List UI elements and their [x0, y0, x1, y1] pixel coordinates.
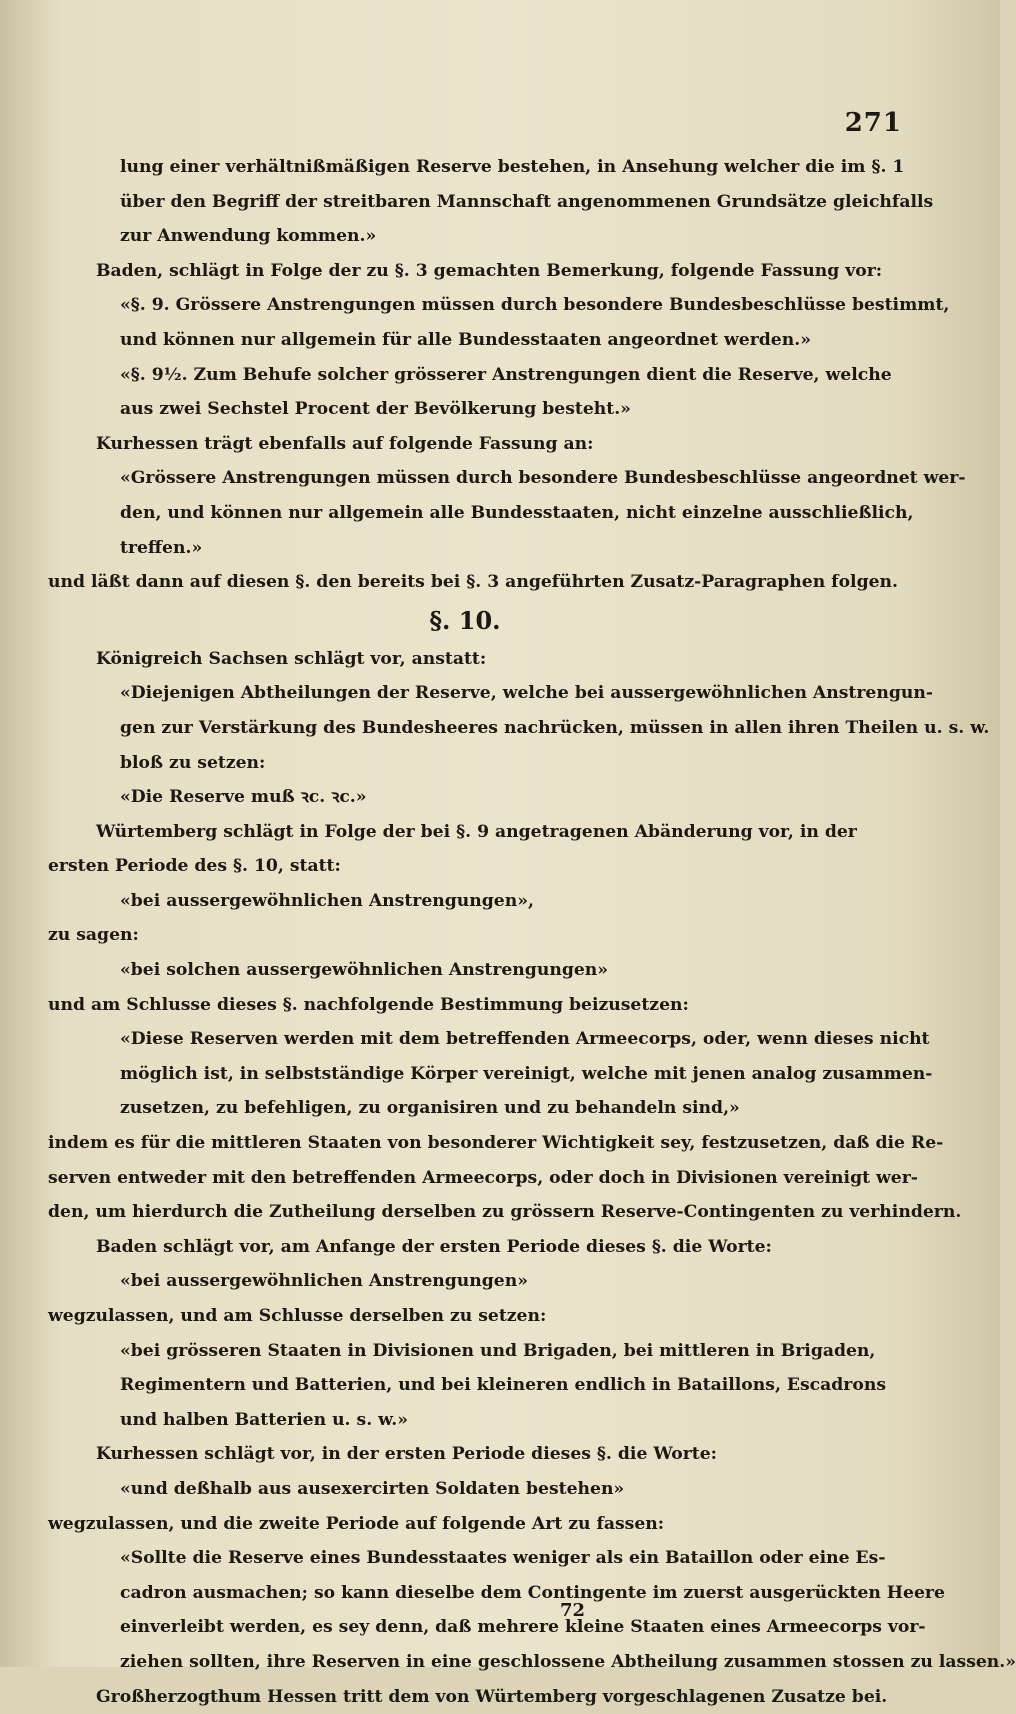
body-text: [48, 150, 1016, 1714]
text-line: und halben Batterien u. s. w.»: [120, 1409, 408, 1430]
text-line: serven entweder mit den betreffenden Armeecorps, oder doch in Divisionen vereinigt wer-: [48, 1167, 918, 1188]
text-line: «Sollte die Reserve eines Bundesstaates weniger als ein Bataillon oder eine Es-: [120, 1548, 886, 1569]
text-line: «und deßhalb aus ausexercirten Soldaten bestehen»: [120, 1478, 625, 1499]
text-line: lung einer verhältnißmäßigen Reserve bestehen, in Ansehung welcher die im §. 1: [120, 157, 905, 177]
text-line: wegzulassen, und am Schlusse derselben zu setzen:: [48, 1306, 547, 1326]
text-line: Regimentern und Batterien, und bei kleineren endlich in Bataillons, Escadrons: [120, 1375, 886, 1396]
text-line: «§. 9. Grössere Anstrengungen müssen durch besondere Bundesbeschlüsse bestimmt,: [120, 295, 950, 316]
section-heading: §. 10.: [429, 605, 501, 635]
page-number: 271: [844, 108, 902, 138]
text-line: Großherzogthum Hessen tritt dem von Würtemberg vorgeschlagenen Zusatze bei.: [96, 1686, 888, 1707]
text-line: Königreich Sachsen schlägt vor, anstatt:: [96, 648, 487, 669]
text-line: über den Begriff der streitbaren Mannschaft angenommenen Grundsätze gleichfalls: [120, 191, 934, 212]
text-line: «Diejenigen Abtheilungen der Reserve, welche bei aussergewöhnlichen Anstrengun-: [120, 683, 933, 704]
text-line: «bei solchen aussergewöhnlichen Anstrengungen»: [120, 960, 609, 981]
text-line: zu sagen:: [48, 925, 139, 946]
text-line: einverleibt werden, es sey denn, daß mehrere kleine Staaten eines Armeecorps vor-: [120, 1617, 926, 1638]
text-line: «bei aussergewöhnlichen Anstrengungen»,: [120, 890, 534, 911]
text-line: Kurhessen trägt ebenfalls auf folgende Fassung an:: [96, 433, 594, 454]
text-line: Baden, schlägt in Folge der zu §. 3 gemachten Bemerkung, folgende Fassung vor:: [96, 260, 883, 281]
text-line: wegzulassen, und die zweite Periode auf folgende Art zu fassen:: [48, 1513, 665, 1534]
text-line: «Die Reserve muß ꝛc. ꝛc.»: [120, 787, 367, 808]
text-line: gen zur Verstärkung des Bundesheeres nachrücken, müssen in allen ihren Theilen u. s. w.: [120, 717, 990, 738]
text-line: Baden schlägt vor, am Anfange der ersten Periode dieses §. die Worte:: [96, 1236, 772, 1257]
text-line: und können nur allgemein für alle Bundesstaaten angeordnet werden.»: [120, 329, 811, 350]
text-line: ersten Periode des §. 10, statt:: [48, 856, 341, 877]
text-line: «§. 9½. Zum Behufe solcher grösserer Anstrengungen dient die Reserve, welche: [120, 364, 892, 385]
text-line: «Grössere Anstrengungen müssen durch besondere Bundesbeschlüsse angeordnet wer-: [120, 468, 966, 489]
text-line: zusetzen, zu befehligen, zu organisiren und zu behandeln sind,»: [120, 1098, 740, 1119]
text-line: und läßt dann auf diesen §. den bereits bei §. 3 angeführten Zusatz-Paragraphen folgen.: [48, 572, 899, 593]
text-line: ziehen sollten, ihre Reserven in eine geschlossene Abtheilung zusammen stossen zu lassen.»: [120, 1651, 1016, 1672]
text-line: indem es für die mittleren Staaten von besonderer Wichtigkeit sey, festzusetzen, daß die Re-: [48, 1133, 944, 1154]
text-line: und am Schlusse dieses §. nachfolgende Bestimmung beizusetzen:: [48, 994, 689, 1015]
text-line: cadron ausmachen; so kann dieselbe dem Contingente im zuerst ausgerückten Heere: [120, 1582, 945, 1603]
text-line: möglich ist, in selbstständige Körper vereinigt, welche mit jenen analog zusammen-: [120, 1063, 933, 1084]
text-line: «bei aussergewöhnlichen Anstrengungen»: [120, 1271, 528, 1292]
text-line: zur Anwendung kommen.»: [120, 226, 377, 247]
text-line: Würtemberg schlägt in Folge der bei §. 9 angetragenen Abänderung vor, in der: [96, 821, 857, 842]
text-line: den, um hierdurch die Zutheilung derselben zu grössern Reserve-Contingenten zu verhindern.: [48, 1202, 962, 1223]
text-line: den, und können nur allgemein alle Bundesstaaten, nicht einzelne ausschließlich,: [120, 502, 914, 523]
signature-mark: 72: [560, 1600, 586, 1621]
text-line: aus zwei Sechstel Procent der Bevölkerung besteht.»: [120, 399, 631, 420]
text-line: «bei grösseren Staaten in Divisionen und Brigaden, bei mittleren in Brigaden,: [120, 1340, 876, 1361]
text-line: Kurhessen schlägt vor, in der ersten Periode dieses §. die Worte:: [96, 1444, 717, 1465]
text-line: «Diese Reserven werden mit dem betreffenden Armeecorps, oder, wenn dieses nicht: [120, 1029, 930, 1050]
text-line: treffen.»: [120, 537, 203, 558]
text-line: bloß zu setzen:: [120, 752, 266, 773]
